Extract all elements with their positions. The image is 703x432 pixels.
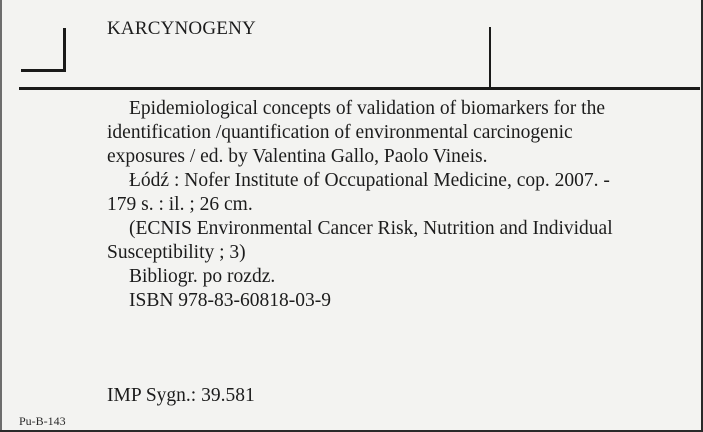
header-divider xyxy=(489,27,491,87)
corner-mark-horizontal xyxy=(21,69,66,72)
subject-heading: KARCYNOGENY xyxy=(107,18,256,39)
call-number: IMP Sygn.: 39.581 xyxy=(107,385,255,406)
bibliography-note: Bibliogr. po rozdz. xyxy=(129,266,276,287)
series-statement: (ECNIS Environmental Cancer Risk, Nutrition and Individual Susceptibility ; 3) xyxy=(107,218,613,263)
isbn: ISBN 978-83-60818-03-9 xyxy=(129,290,332,311)
card-left-edge xyxy=(0,0,2,432)
title-statement: Epidemiological concepts of validation of biomarkers for the identification /quantification of environmental carcinogenic exposures / ed. by Valentina Gallo, Paolo Vineis. xyxy=(107,98,605,167)
publication-info: Łódź : Nofer Institute of Occupational Medicine, cop. 2007. - 179 s. : il. ; 26 cm. xyxy=(107,170,610,215)
card-code: Pu-B-143 xyxy=(19,414,66,428)
header-rule xyxy=(19,87,700,90)
corner-mark-vertical xyxy=(63,28,66,72)
bibliographic-record xyxy=(107,97,622,313)
